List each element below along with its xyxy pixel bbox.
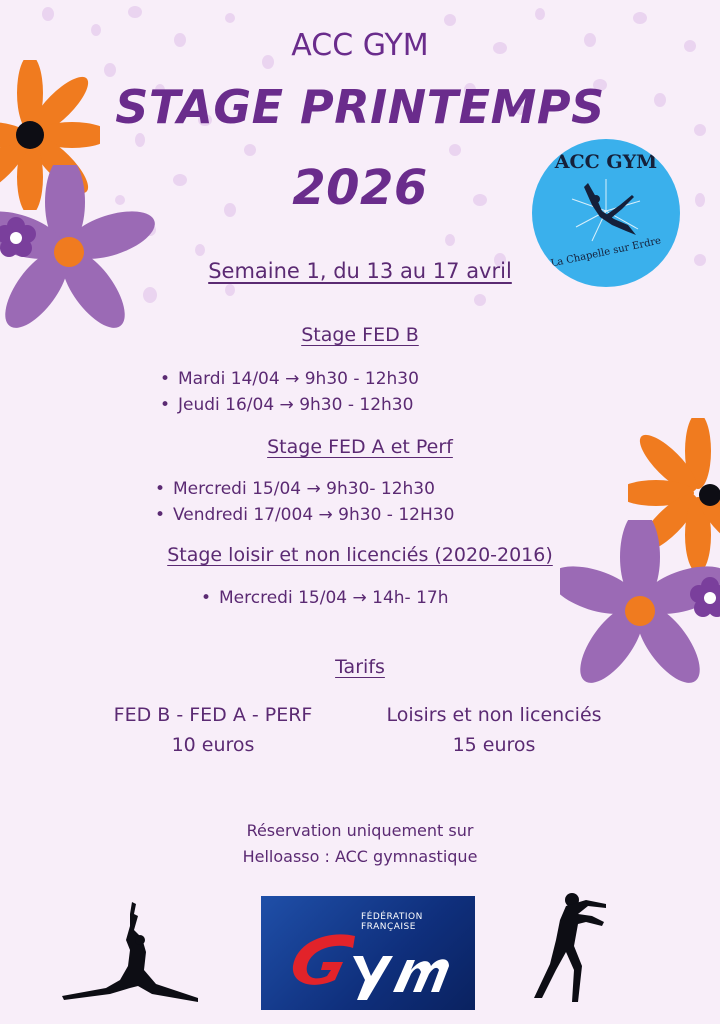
club-name: ACC GYM [291, 28, 429, 63]
section-title: Stage FED B [301, 324, 419, 346]
ffg-caption-line: FRANÇAISE [361, 922, 416, 932]
page-title: STAGE PRINTEMPS [115, 80, 605, 134]
schedule-list [201, 585, 448, 611]
schedule-list [160, 366, 419, 418]
small-flower-right-icon [682, 570, 720, 626]
week-heading: Semaine 1, du 13 au 17 avril [208, 259, 512, 283]
list-item: • Vendredi 17/004 → 9h30 - 12H30 [155, 502, 454, 528]
tarif-label: FED B - FED A - PERF [113, 704, 313, 726]
ffg-gym-wordmark-icon [283, 926, 463, 1006]
ffg-caption-line: FÉDÉRATION [361, 912, 423, 922]
schedule-list [155, 476, 454, 528]
reservation-note [0, 818, 720, 870]
reservation-line: Helloasso : ACC gymnastique [242, 847, 478, 866]
logo-city: La Chapelle sur Erdre [549, 235, 663, 270]
list-item: • Mardi 14/04 → 9h30 - 12h30 [160, 366, 419, 392]
section-title: Stage FED A et Perf [267, 436, 453, 458]
tarifs-title: Tarifs [335, 656, 385, 678]
small-flower-icon [0, 210, 44, 266]
gymnast-silhouette-icon [562, 175, 650, 247]
tarif-column [372, 700, 616, 760]
list-item: • Mercredi 15/04 → 14h- 17h [201, 585, 448, 611]
reservation-line: Réservation uniquement sur [246, 821, 474, 840]
logo-title: ACC GYM [554, 151, 658, 173]
tarif-label: Loisirs et non licenciés [386, 704, 602, 726]
tarif-price: 15 euros [452, 734, 536, 756]
dancer-silhouette-icon [526, 890, 610, 1008]
list-item: • Jeudi 16/04 → 9h30 - 12h30 [160, 392, 419, 418]
page-title-year: 2026 [292, 160, 428, 216]
tarif-price: 10 euros [171, 734, 255, 756]
section-title: Stage loisir et non licenciés (2020-2016) [167, 544, 553, 566]
split-gymnast-silhouette-icon [60, 900, 200, 1006]
tarif-column [98, 700, 328, 760]
list-item: • Mercredi 15/04 → 9h30- 12h30 [155, 476, 454, 502]
ffg-logo [261, 896, 475, 1010]
